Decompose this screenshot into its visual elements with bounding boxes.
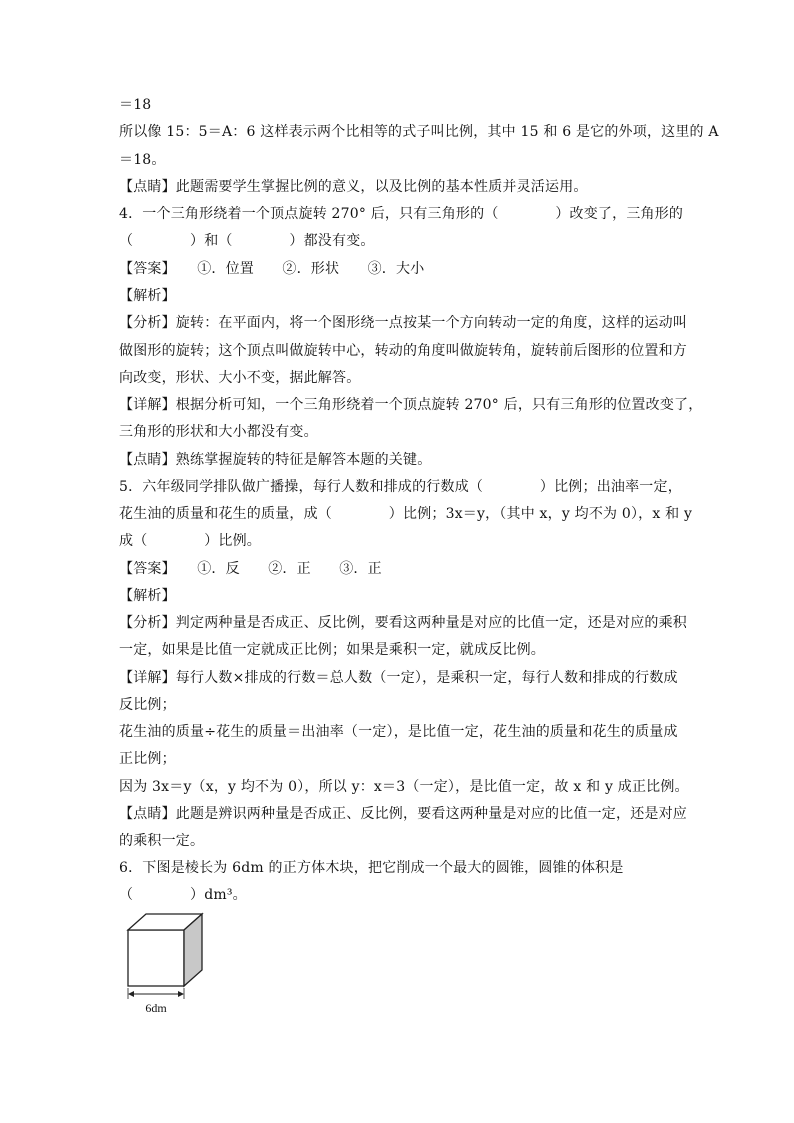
question-5-line: 5．六年级同学排队做广播操，每行人数和排成的行数成（ ）比例；出油率一定，	[119, 479, 682, 495]
analysis-heading: 【解析】	[119, 288, 176, 304]
detail-line: 正比例；	[119, 751, 176, 767]
analysis-heading: 【解析】	[119, 588, 176, 604]
analysis-line: 【分析】判定两种量是否成正、反比例，要看这两种量是对应的比值一定，还是对应的乘积	[119, 615, 687, 631]
analysis-line: 向改变，形状、大小不变，据此解答。	[119, 370, 361, 386]
question-5-line: 成（ ）比例。	[119, 533, 261, 549]
dimension-label: 6dm	[145, 1001, 167, 1015]
answer-line: 【答案】 ①．位置 ②．形状 ③．大小	[119, 261, 425, 277]
question-6-line: （ ）dm³。	[119, 887, 247, 903]
analysis-line: 做图形的旋转；这个顶点叫做旋转中心，转动的角度叫做旋转角，旋转前后图形的位置和方	[119, 343, 687, 359]
detail-line: 【详解】每行人数×排成的行数＝总人数（一定），是乘积一定，每行人数和排成的行数成	[119, 670, 678, 686]
text-line: ＝18。	[119, 152, 166, 168]
comment-line: 【点睛】此题是辨识两种量是否成正、反比例，要看这两种量是对应的比值一定，还是对应	[119, 806, 687, 822]
detail-line: 三角形的形状和大小都没有变。	[119, 424, 318, 440]
cube-drawing	[118, 906, 218, 1018]
comment-line: 的乘积一定。	[119, 833, 205, 849]
question-5-line: 花生油的质量和花生的质量，成（ ）比例；3x＝y，（其中 x，y 均不为 0），x 和 y	[119, 506, 693, 522]
detail-line: 反比例；	[119, 697, 176, 713]
text-line: 所以像 15：5＝A：6 这样表示两个比相等的式子叫比例，其中 15 和 6 是它的外项，这里的 A	[119, 124, 719, 140]
comment-line: 【点睛】熟练掌握旋转的特征是解答本题的关键。	[119, 452, 432, 468]
text-line: ＝18	[119, 97, 152, 113]
comment-line: 【点睛】此题需要学生掌握比例的意义，以及比例的基本性质并灵活运用。	[119, 179, 588, 195]
question-4-line: （ ）和（ ）都没有变。	[119, 233, 375, 249]
cube-figure	[118, 906, 218, 1018]
analysis-line: 一定，如果是比值一定就成正比例；如果是乘积一定，就成反比例。	[119, 642, 545, 658]
question-4-line: 4．一个三角形绕着一个顶点旋转 270° 后，只有三角形的（ ）改变了，三角形的	[119, 206, 684, 222]
question-6-line: 6．下图是棱长为 6dm 的正方体木块，把它削成一个最大的圆锥，圆锥的体积是	[119, 860, 624, 876]
detail-line: 花生油的质量÷花生的质量＝出油率（一定），是比值一定，花生油的质量和花生的质量成	[119, 724, 678, 740]
detail-line: 【详解】根据分析可知，一个三角形绕着一个顶点旋转 270° 后，只有三角形的位置改变了，	[119, 397, 703, 413]
answer-line: 【答案】 ①．反 ②．正 ③．正	[119, 561, 382, 577]
detail-line: 因为 3x＝y（x，y 均不为 0），所以 y：x＝3（一定），是比值一定，故 x 和 y 成正比例。	[119, 779, 689, 795]
analysis-line: 【分析】旋转：在平面内，将一个图形绕一点按某一个方向转动一定的角度，这样的运动叫	[119, 315, 687, 331]
